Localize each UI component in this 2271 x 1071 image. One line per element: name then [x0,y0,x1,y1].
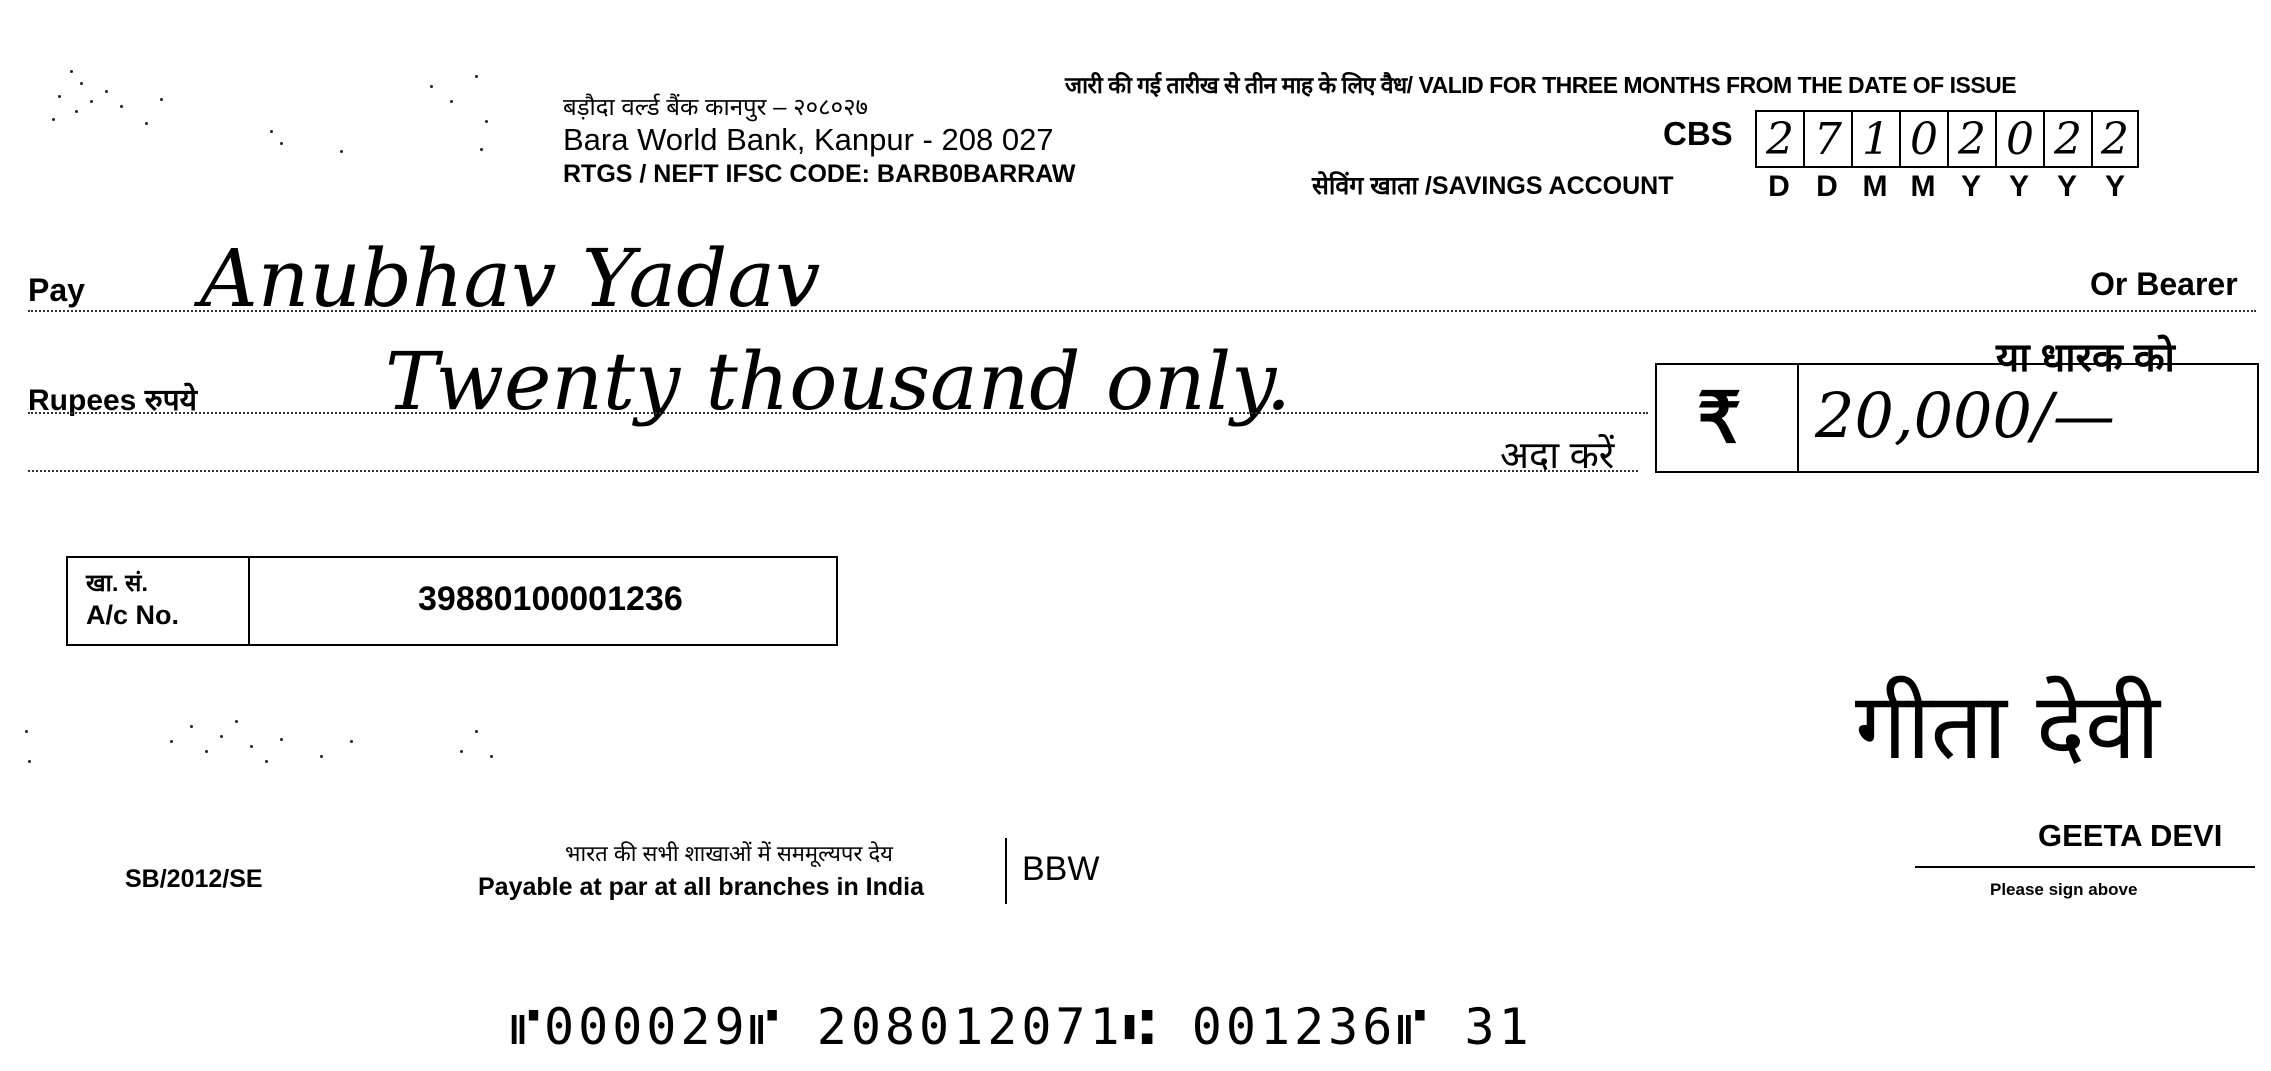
account-label-hindi: खा. सं. [86,570,149,597]
form-code: SB/2012/SE [125,865,263,893]
payee-name[interactable]: Anubhav Yadav [200,232,821,325]
date-boxes[interactable] [1755,110,2139,168]
bank-name: Bara World Bank, Kanpur - 208 027 [563,122,1054,157]
date-digit[interactable]: 2 [1755,110,1803,168]
amount-figures[interactable]: 20,000/— [1815,379,2115,452]
signatory-name: GEETA DEVI [2038,818,2223,853]
date-format-label: D [1816,170,1838,203]
pay-line [28,310,2256,312]
rupees-line-2 [28,470,1638,472]
bank-ifsc: RTGS / NEFT IFSC CODE: BARB0BARRAW [563,160,1076,188]
amount-in-words[interactable]: Twenty thousand only. [385,335,1292,428]
or-bearer-hindi: या धारक को [1996,336,2175,380]
date-format-label: M [1862,170,1888,203]
micr-line: ⑈000029⑈ 208012071⑆ 001236⑈ 31 [510,998,1533,1056]
date-format-label: Y [2104,170,2125,203]
date-format-label: D [1768,170,1790,203]
signature-handwritten[interactable]: गीता देवी [1855,673,2160,780]
date-format-label: Y [2008,170,2029,203]
amount-box-divider [1797,365,1799,471]
branch-code: BBW [1022,850,1100,888]
rupees-line [28,412,1648,414]
cbs-label: CBS [1663,115,1733,152]
ada-karen-label: अदा करें [1500,435,1615,477]
date-format-label: Y [1960,170,1981,203]
date-digit[interactable]: 2 [1947,110,1995,168]
date-digit[interactable]: 0 [1899,110,1947,168]
signature-line [1915,866,2255,868]
date-digit[interactable]: 0 [1995,110,2043,168]
rupee-symbol: ₹ [1697,379,1742,457]
footer-divider [1005,838,1007,904]
date-format-label: Y [2056,170,2077,203]
account-number-box [66,556,838,646]
date-digit[interactable]: 7 [1803,110,1851,168]
payable-note: Payable at par at all branches in India [478,873,924,901]
or-bearer: Or Bearer [2090,266,2238,302]
bank-name-hindi: बड़ौदा वर्ल्ड बैंक कानपुर – २०८०२७ [563,94,869,121]
decorative-speckle-middle [20,710,500,780]
decorative-speckle-topleft [30,60,510,170]
rupees-label: Rupees रुपये [28,384,198,417]
date-format-label: M [1910,170,1936,203]
date-digit[interactable]: 2 [2091,110,2139,168]
account-box-divider [248,558,250,644]
account-type: सेविंग खाता /SAVINGS ACCOUNT [1312,172,1674,200]
date-digit[interactable]: 1 [1851,110,1899,168]
account-number[interactable]: 39880100001236 [418,580,683,618]
date-digit[interactable]: 2 [2043,110,2091,168]
sign-instruction: Please sign above [1990,880,2138,899]
amount-box[interactable] [1655,363,2259,473]
account-label: A/c No. [86,600,180,630]
validity-note: जारी की गई तारीख से तीन माह के लिए वैध/ VALID FOR THREE MONTHS FROM THE DATE OF ISSUE [1065,72,2017,98]
pay-label: Pay [28,272,85,308]
payable-note-hindi: भारत की सभी शाखाओं में सममूल्यपर देय [565,841,893,866]
date-format-labels [1755,170,2139,204]
